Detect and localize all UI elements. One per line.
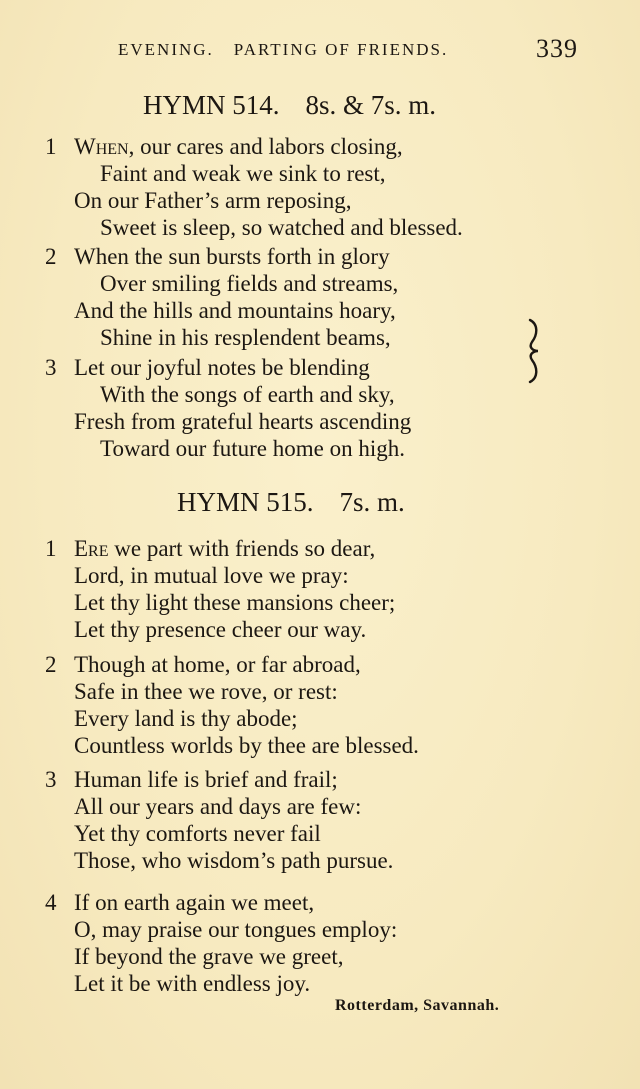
verse-text: Countless worlds by thee are blessed. <box>74 733 419 758</box>
hymn-514-stanza-3 <box>42 354 602 462</box>
verse-line <box>42 651 602 678</box>
verse-line <box>42 243 602 270</box>
running-head-topic: PARTING OF FRIENDS. <box>233 40 449 59</box>
tune-names: Rotterdam, Savannah. <box>335 997 500 1014</box>
verse-line <box>42 916 602 943</box>
verse-text: Every land is thy abode; <box>74 706 298 731</box>
hymn-515-stanza-4 <box>42 889 602 997</box>
hymn-514-stanza-2 <box>42 243 602 351</box>
hymn-515-stanza-3 <box>42 766 602 874</box>
verse-text: , our cares and labors closing, <box>128 134 403 159</box>
hymn-meter: 8s. & 7s. m. <box>305 90 437 120</box>
verse-text: Shine in his resplendent beams, <box>100 325 391 350</box>
verse-text: On our Father’s arm reposing, <box>74 188 352 213</box>
first-word: Ere <box>74 536 109 561</box>
verse-line <box>42 766 602 793</box>
verse-text: Though at home, or far abroad, <box>74 652 361 677</box>
stanza-number: 1 <box>45 134 57 159</box>
verse-line <box>42 535 602 562</box>
verse-text: we part with friends so dear, <box>108 536 376 561</box>
hymn-515-stanza-1 <box>42 535 602 643</box>
verse-text: Lord, in mutual love we pray: <box>74 563 349 588</box>
running-head-section: EVENING. <box>118 40 214 59</box>
verse-text: All our years and days are few: <box>74 794 362 819</box>
verse-line <box>42 820 602 847</box>
hymn-title: HYMN 514. <box>143 90 280 120</box>
verse-line <box>42 133 602 160</box>
verse-line <box>42 381 602 408</box>
hymn-514-heading <box>143 90 436 121</box>
hymn-514-stanza-1 <box>42 133 602 241</box>
stanza-number: 3 <box>45 355 57 380</box>
verse-text: Those, who wisdom’s path pursue. <box>74 848 394 873</box>
hymn-meter: 7s. m. <box>339 487 405 517</box>
verse-line <box>42 408 602 435</box>
verse-text: Human life is brief and frail; <box>74 767 338 792</box>
verse-line <box>42 616 602 643</box>
verse-text: With the songs of earth and sky, <box>100 382 395 407</box>
verse-text: And the hills and mountains hoary, <box>74 298 396 323</box>
verse-text: Safe in thee we rove, or rest: <box>74 679 338 704</box>
verse-line <box>42 889 602 916</box>
verse-text: Let our joyful notes be blending <box>74 355 370 380</box>
verse-text: Let thy presence cheer our way. <box>74 617 367 642</box>
verse-line <box>42 270 602 297</box>
stanza-number: 4 <box>45 890 57 915</box>
verse-text: If on earth again we meet, <box>74 890 315 915</box>
verse-line <box>42 297 602 324</box>
verse-text: Toward our future home on high. <box>100 436 405 461</box>
verse-text: If beyond the grave we greet, <box>74 944 344 969</box>
verse-text: When the sun bursts forth in glory <box>74 244 390 269</box>
verse-line <box>42 847 602 874</box>
verse-line <box>42 970 602 997</box>
verse-text: Let thy light these mansions cheer; <box>74 590 396 615</box>
verse-line <box>42 562 602 589</box>
verse-line <box>42 187 602 214</box>
verse-line <box>42 435 602 462</box>
hymn-title: HYMN 515. <box>177 487 314 517</box>
verse-line <box>42 732 602 759</box>
verse-line <box>42 678 602 705</box>
running-head <box>118 40 448 60</box>
verse-line <box>42 943 602 970</box>
verse-text: Let it be with endless joy. <box>74 971 311 996</box>
stanza-number: 2 <box>45 244 57 269</box>
hymn-515-stanza-2 <box>42 651 602 759</box>
verse-text: O, may praise our tongues employ: <box>74 917 398 942</box>
verse-line <box>42 589 602 616</box>
first-word: When <box>74 134 129 159</box>
curly-brace-mark <box>524 318 546 384</box>
verse-line <box>42 793 602 820</box>
verse-line <box>42 354 602 381</box>
stanza-number: 2 <box>45 652 57 677</box>
verse-text: Fresh from grateful hearts ascending <box>74 409 412 434</box>
stanza-number: 3 <box>45 767 57 792</box>
verse-line <box>42 160 602 187</box>
verse-line <box>42 214 602 241</box>
stanza-number: 1 <box>45 536 57 561</box>
verse-line <box>42 705 602 732</box>
hymn-515-heading <box>177 487 405 518</box>
verse-text: Sweet is sleep, so watched and blessed. <box>100 215 463 240</box>
page-number: 339 <box>536 34 578 63</box>
verse-text: Faint and weak we sink to rest, <box>100 161 386 186</box>
verse-line <box>42 324 602 351</box>
verse-text: Over smiling fields and streams, <box>100 271 399 296</box>
verse-text: Yet thy comforts never fail <box>74 821 321 846</box>
